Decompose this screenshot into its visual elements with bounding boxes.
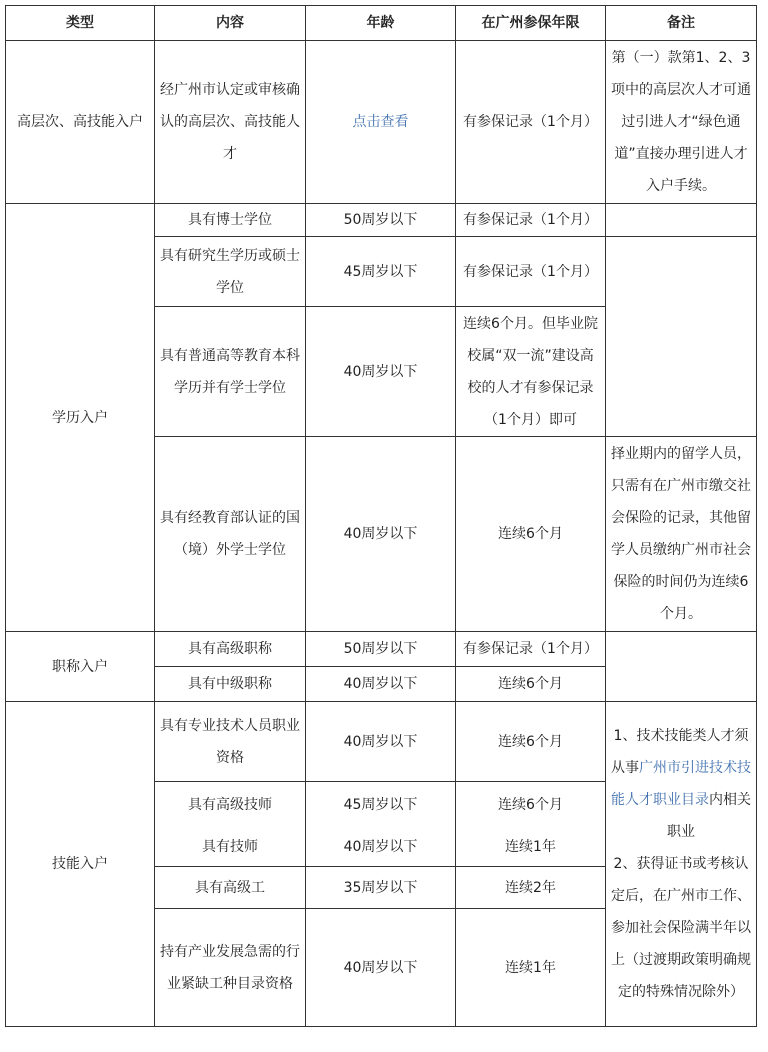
content-edu-1: 具有博士学位 — [155, 204, 306, 237]
type-skill: 技能入户 — [5, 702, 155, 1027]
content-skill-4: 持有产业发展急需的行业紧缺工种目录资格 — [155, 909, 306, 1027]
age-title-2: 40周岁以下 — [306, 667, 456, 702]
age-edu-2: 45周岁以下 — [306, 237, 456, 307]
content-edu-3: 具有普通高等教育本科学历并有学士学位 — [155, 307, 306, 437]
age-high-level — [306, 41, 456, 204]
note-high-level: 第（一）款第1、2、3项中的高层次人才可通过引进人才“绿色通道”直接办理引进人才入户手续。 — [606, 41, 757, 204]
years-edu-4: 连续6个月 — [456, 437, 606, 632]
age-title-1: 50周岁以下 — [306, 632, 456, 667]
age-skill-1: 40周岁以下 — [306, 702, 456, 782]
content-skill-2: 具有高级技师 具有技师 — [155, 782, 306, 867]
header-years: 在广州参保年限 — [456, 5, 606, 41]
years-title-2: 连续6个月 — [456, 667, 606, 702]
content-title-1: 具有高级职称 — [155, 632, 306, 667]
years-edu-2: 有参保记录（1个月） — [456, 237, 606, 307]
type-title: 职称入户 — [5, 632, 155, 702]
view-link[interactable]: 点击查看 — [352, 114, 409, 130]
age-skill-4: 40周岁以下 — [306, 909, 456, 1027]
policy-table — [5, 5, 757, 1027]
years-title-1: 有参保记录（1个月） — [456, 632, 606, 667]
years-skill-2: 连续6个月 连续1年 — [456, 782, 606, 867]
content-skill-1: 具有专业技术人员职业资格 — [155, 702, 306, 782]
type-education: 学历入户 — [5, 204, 155, 632]
content-edu-4: 具有经教育部认证的国（境）外学士学位 — [155, 437, 306, 632]
content-high-level: 经广州市认定或审核确认的高层次、高技能人才 — [155, 41, 306, 204]
header-note: 备注 — [606, 5, 757, 41]
note-skill: 1、技术技能类人才须从事广州市引进技术技能人才职业目录内相关职业 2、获得证书或考核认定后，在广州市工作、参加社会保险满半年以上（过渡期政策明确规定的特殊情况除外） — [606, 702, 757, 1027]
age-edu-4: 40周岁以下 — [306, 437, 456, 632]
years-skill-4: 连续1年 — [456, 909, 606, 1027]
note-edu-4: 择业期内的留学人员，只需有在广州市缴交社会保险的记录，其他留学人员缴纳广州市社会保险的时间仍为连续6个月。 — [606, 437, 757, 632]
age-edu-1: 50周岁以下 — [306, 204, 456, 237]
skill-catalog-link[interactable]: 广州市引进技术技能人才职业目录 — [611, 760, 751, 808]
header-age: 年龄 — [306, 5, 456, 41]
age-edu-3: 40周岁以下 — [306, 307, 456, 437]
age-skill-3: 35周岁以下 — [306, 867, 456, 909]
age-skill-2: 45周岁以下 40周岁以下 — [306, 782, 456, 867]
note-edu-1 — [606, 204, 757, 237]
years-skill-1: 连续6个月 — [456, 702, 606, 782]
header-content: 内容 — [155, 5, 306, 41]
note-title — [606, 632, 757, 702]
content-edu-2: 具有研究生学历或硕士学位 — [155, 237, 306, 307]
years-edu-3: 连续6个月。但毕业院校属“双一流”建设高校的人才有参保记录（1个月）即可 — [456, 307, 606, 437]
years-high-level: 有参保记录（1个月） — [456, 41, 606, 204]
header-type: 类型 — [5, 5, 155, 41]
content-title-2: 具有中级职称 — [155, 667, 306, 702]
note-edu-2-3 — [606, 237, 757, 437]
years-skill-3: 连续2年 — [456, 867, 606, 909]
type-high-level: 高层次、高技能入户 — [5, 41, 155, 204]
content-skill-3: 具有高级工 — [155, 867, 306, 909]
years-edu-1: 有参保记录（1个月） — [456, 204, 606, 237]
